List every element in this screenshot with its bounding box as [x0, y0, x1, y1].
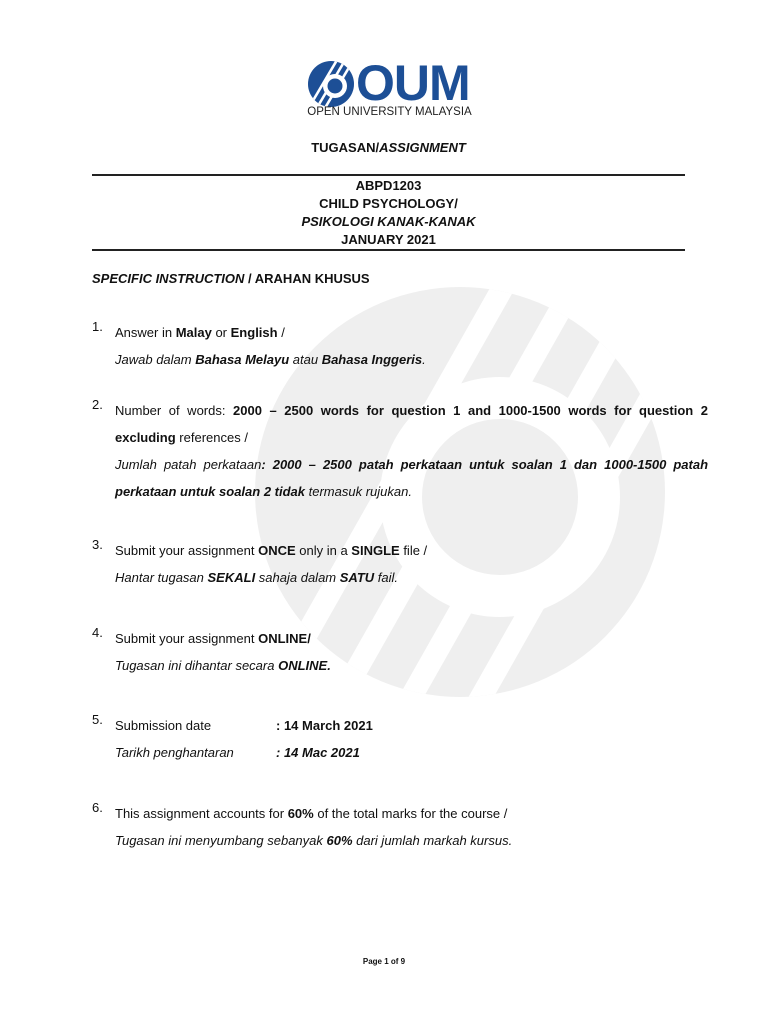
instruction-4-ms: Tugasan ini dihantar secara ONLINE. — [115, 658, 331, 673]
bottom-rule — [92, 249, 685, 251]
instruction-4-en: Submit your assignment ONLINE/ — [115, 631, 311, 646]
instruction-2-ms: Jumlah patah perkataan: 2000 – 2500 patah perkataan untuk soalan 1 dan 1000-1500 patah perkataan untuk soalan 2 tidak termasuk rujukan. — [115, 457, 709, 499]
course-name-en: CHILD PSYCHOLOGY/ — [319, 196, 458, 211]
assignment-label-ms: TUGASAN/ — [311, 140, 380, 155]
logo-subtitle: OPEN UNIVERSITY MALAYSIA — [307, 106, 472, 118]
assignment-heading — [92, 139, 685, 157]
instruction-1-en: Answer in Malay or English / — [115, 325, 285, 340]
logo-wordmark: OUM — [356, 55, 470, 111]
assignment-page: OUM OPEN UNIVERSITY MALAYSIA TUGASAN/ASSIGNMENT ABPD1203 CHILD PSYCHOLOGY/ PSIKOLOGI KANAK-KANAK JANUARY 2021 SPECIFIC INSTRUCTION / ARAHAN KHUSUS 1. Answer in Malay or English / Jawab dalam Bahasa Melayu atau Bahasa Inggeris. 2. Number of words: 2000 – 2500 words for question 1 and 1000-1500 words for question 2 excluding references / Jumlah patah perkataan: 2000 – 2500 patah perkataan untuk soalan 1 dan 1000-1500 patah perkataan untuk soalan 2 tidak termasuk rujukan. 3. Submit your assignment ONCE only in a SINGLE file / Hantar tugasan SEKALI sahaja dalam SATU fail. 4. Submit your assignment ONLINE/ Tugasan ini dihantar secara ONLINE. 5. Submission date : 14 March 2021 Tarikh penghantaran : 14 Mac 2021 6. This assignment accounts for 60% of the total marks for the course / Tugasan ini menyumbang sebanyak 60% dari jumlah markah kursus. Page 1 of 9 — [0, 0, 768, 1024]
instruction-6-en: This assignment accounts for 60% of the total marks for the course / — [115, 806, 508, 821]
submission-date-en: Submission date : 14 March 2021 — [115, 718, 373, 733]
course-code: ABPD1203 — [355, 178, 422, 193]
instruction-3-en: Submit your assignment ONCE only in a SINGLE file / — [115, 543, 428, 558]
course-semester: JANUARY 2021 — [341, 232, 436, 247]
top-rule — [92, 174, 685, 176]
assignment-label-en: ASSIGNMENT — [379, 140, 466, 155]
page-number: Page 1 of 9 — [362, 957, 406, 966]
specific-instruction-heading: SPECIFIC INSTRUCTION / ARAHAN KHUSUS — [92, 271, 370, 286]
instruction-2-en: Number of words: 2000 – 2500 words for question 1 and 1000-1500 words for question 2 excluding references / — [115, 403, 708, 445]
oum-logo — [307, 55, 472, 124]
course-name-ms: PSIKOLOGI KANAK-KANAK — [301, 214, 476, 229]
instruction-3-ms: Hantar tugasan SEKALI sahaja dalam SATU fail. — [115, 570, 399, 585]
instruction-1-ms: Jawab dalam Bahasa Melayu atau Bahasa Inggeris. — [115, 352, 426, 367]
submission-date-ms: Tarikh penghantaran : 14 Mac 2021 — [115, 745, 360, 760]
oum-globe-icon — [307, 60, 355, 108]
instruction-6-ms: Tugasan ini menyumbang sebanyak 60% dari jumlah markah kursus. — [115, 833, 513, 848]
